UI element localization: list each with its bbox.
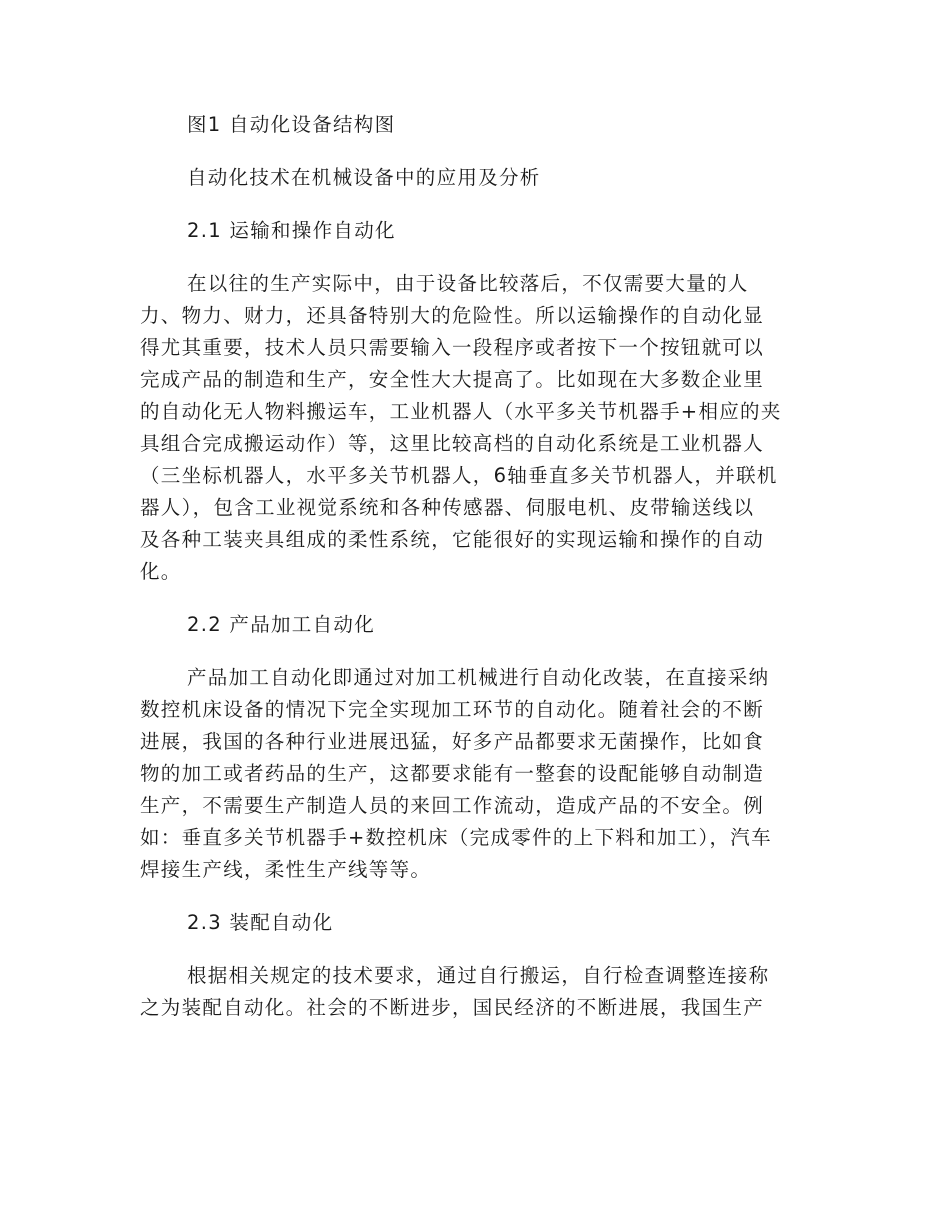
figure-caption: 图1 自动化设备结构图 (187, 113, 396, 136)
section-heading-2-1: 2.1 运输和操作自动化 (187, 219, 396, 242)
section-paragraph-2-1 (140, 268, 810, 588)
document-body (140, 109, 810, 1024)
paragraph-line: 根据相关规定的技术要求，通过自行搬运，自行检查调整连接称 (187, 964, 770, 987)
paragraph-line: 完成产品的制造和生产，安全性大大提高了。比如现在大多数企业里 (140, 368, 765, 391)
paragraph-line: 在以往的生产实际中，由于设备比较落后，不仅需要大量的人 (187, 272, 749, 295)
paragraph-line: 生产，不需要生产制造人员的来回工作流动，造成产品的不安全。例 (140, 794, 765, 817)
section-paragraph-2-3 (140, 960, 810, 1024)
section-heading-2-2: 2.2 产品加工自动化 (187, 613, 376, 636)
paragraph-line: 焊接生产线，柔性生产线等等。 (140, 858, 432, 881)
section-paragraph-2-2 (140, 662, 810, 886)
paragraph-line: 进展，我国的各种行业进展迅猛，好多产品都要求无菌操作，比如食 (140, 730, 765, 753)
paragraph-line: 物的加工或者药品的生产，这都要求能有一整套的设配能够自动制造 (140, 762, 765, 785)
paragraph-line: 产品加工自动化即通过对加工机械进行自动化改装，在直接采纳 (187, 666, 770, 689)
paragraph-line: 得尤其重要，技术人员只需要输入一段程序或者按下一个按钮就可以 (140, 336, 765, 359)
paragraph-line: 之为装配自动化。社会的不断进步，国民经济的不断进展，我国生产 (140, 996, 765, 1019)
paragraph-line: 力、物力、财力，还具备特别大的危险性。所以运输操作的自动化显 (140, 304, 765, 327)
section-heading-2-3: 2.3 装配自动化 (187, 911, 334, 934)
paragraph-line: 及各种工装夹具组成的柔性系统，它能很好的实现运输和操作的自动 (140, 528, 765, 551)
paragraph-line: 如：垂直多关节机器手+数控机床（完成零件的上下料和加工），汽车 (140, 826, 772, 849)
chapter-heading: 自动化技术在机械设备中的应用及分析 (187, 166, 541, 189)
paragraph-line: 具组合完成搬运动作）等，这里比较高档的自动化系统是工业机器人 (140, 432, 765, 455)
paragraph-line: 数控机床设备的情况下完全实现加工环节的自动化。随着社会的不断 (140, 698, 765, 721)
paragraph-line: （三坐标机器人，水平多关节机器人，6轴垂直多关节机器人，并联机 (140, 464, 778, 487)
paragraph-line: 化。 (140, 560, 182, 583)
paragraph-line: 的自动化无人物料搬运车，工业机器人（水平多关节机器手+相应的夹 (140, 400, 782, 423)
paragraph-line: 器人），包含工业视觉系统和各种传感器、伺服电机、皮带输送线以 (140, 496, 755, 519)
